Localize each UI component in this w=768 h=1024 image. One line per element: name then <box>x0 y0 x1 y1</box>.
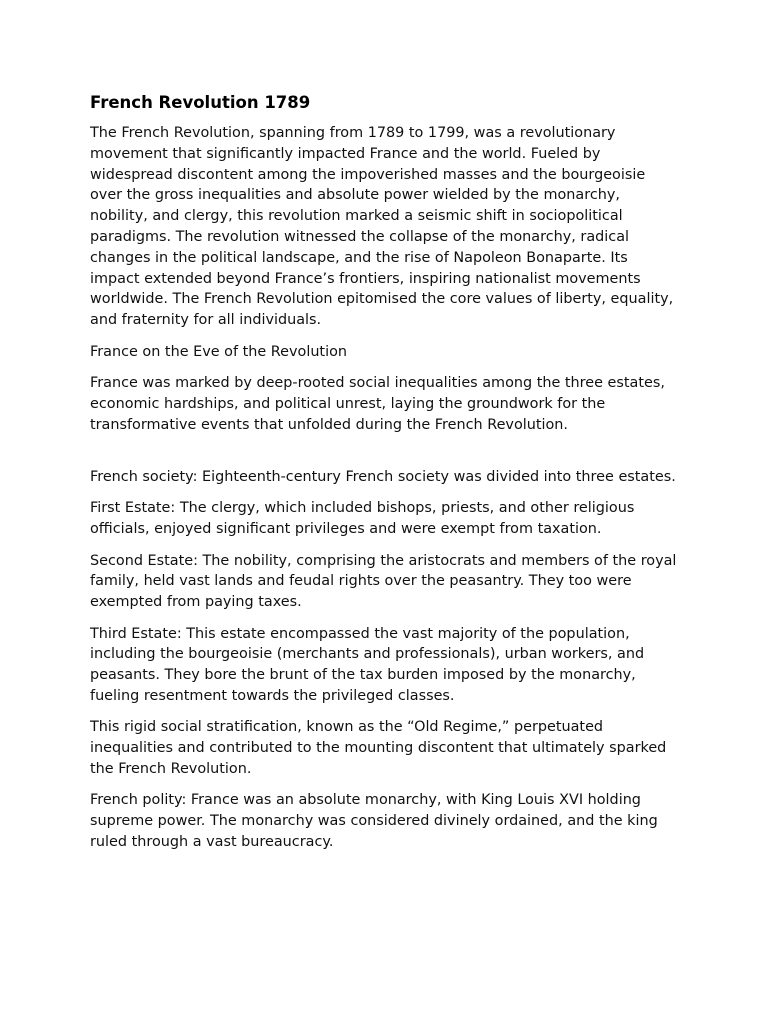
first-estate-paragraph: First Estate: The clergy, which included bishops, priests, and other religious officials, enjoyed significant privileges and were exempt from taxation. <box>90 500 635 538</box>
french-polity-paragraph: French polity: France was an absolute monarchy, with King Louis XVI holding supreme power. The monarchy was considered divinely ordained, and the king ruled through a vast bureaucracy. <box>90 792 658 850</box>
french-society-paragraph: French society: Eighteenth-century French society was divided into three estates. <box>90 468 676 485</box>
blank-line <box>90 446 680 467</box>
section-heading-eve-of-revolution: France on the Eve of the Revolution <box>90 343 347 360</box>
third-estate-paragraph: Third Estate: This estate encompassed the vast majority of the population, including the bourgeoisie (merchants and professionals), urban workers, and peasants. They bore the brunt of the tax burden imposed by the monarchy, fueling resentment towards the privileged classes. <box>90 625 645 704</box>
second-estate-paragraph: Second Estate: The nobility, comprising the aristocrats and members of the royal family, held vast lands and feudal rights over the peasantry. They too were exempted from paying taxes. <box>90 552 677 611</box>
intro-paragraph: The French Revolution, spanning from 1789 to 1799, was a revolutionary movement that significantly impacted France and the world. Fueled by widespread discontent among the impoverished masses and the bourgeoisie over the gross inequalities and absolute power wielded by the monarchy, nobility, and clergy, this revolution marked a seismic shift in sociopolitical paradigms. The revolution witnessed the collapse of the monarchy, radical changes in the political landscape, and the rise of Napoleon Bonaparte. Its impact extended beyond France’s frontiers, inspiring nationalist movements worldwide. The French Revolution epitomised the core values of liberty, equality, and fraternity for all individuals. <box>90 125 674 329</box>
eve-of-revolution-paragraph: France was marked by deep-rooted social inequalities among the three estates, economic hardships, and political unrest, laying the groundwork for the transformative events that unfolded during the French Revolution. <box>90 374 665 433</box>
old-regime-paragraph: This rigid social stratification, known as the “Old Regime,” perpetuated inequalities and contributed to the mounting discontent that ultimately sparked the French Revolution. <box>90 719 667 777</box>
document-title: French Revolution 1789 <box>90 93 311 112</box>
document-page <box>90 92 680 863</box>
